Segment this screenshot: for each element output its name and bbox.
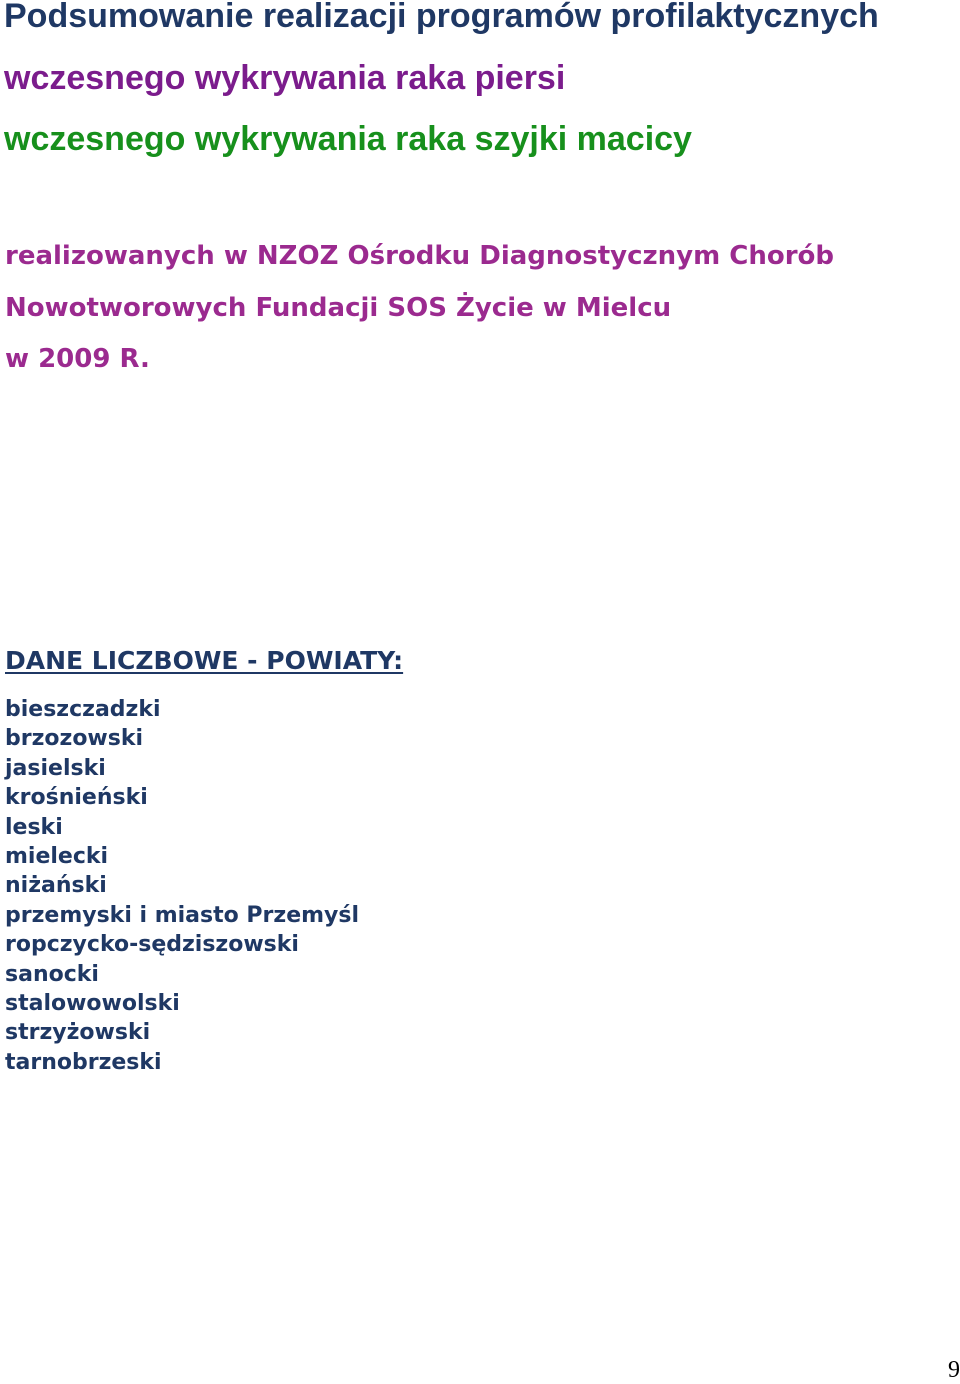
- county-item: stalowowolski: [5, 991, 180, 1017]
- county-item: sanocki: [5, 961, 99, 987]
- county-item: jasielski: [5, 755, 106, 781]
- page-number: 9: [948, 1357, 960, 1383]
- program-cervical-cancer-heading: wczesnego wykrywania raka szyjki macicy: [4, 120, 692, 158]
- county-item: ropczycko-sędziszowski: [5, 932, 299, 958]
- program-breast-cancer-heading: wczesnego wykrywania raka piersi: [4, 59, 566, 97]
- intro-line: w 2009 R.: [5, 344, 150, 374]
- county-item: krośnieński: [5, 785, 148, 811]
- county-item: mielecki: [5, 844, 109, 870]
- document-title: Podsumowanie realizacji programów profilaktycznych: [4, 0, 879, 35]
- county-item: bieszczadzki: [5, 697, 161, 722]
- counties-section-heading: DANE LICZBOWE - POWIATY:: [5, 646, 404, 675]
- county-item: leski: [5, 814, 63, 840]
- county-item: strzyżowski: [5, 1020, 151, 1046]
- county-list: [5, 695, 359, 1077]
- intro-paragraph: [5, 231, 834, 386]
- intro-line: realizowanych w NZOZ Ośrodku Diagnostycznym Chorób: [5, 241, 835, 271]
- county-item: niżański: [5, 873, 107, 899]
- county-item: przemyski i miasto Przemyśl: [5, 902, 360, 928]
- county-item: brzozowski: [5, 726, 144, 752]
- county-item: tarnobrzeski: [5, 1049, 162, 1075]
- intro-line: Nowotworowych Fundacji SOS Życie w Mielcu: [5, 292, 672, 323]
